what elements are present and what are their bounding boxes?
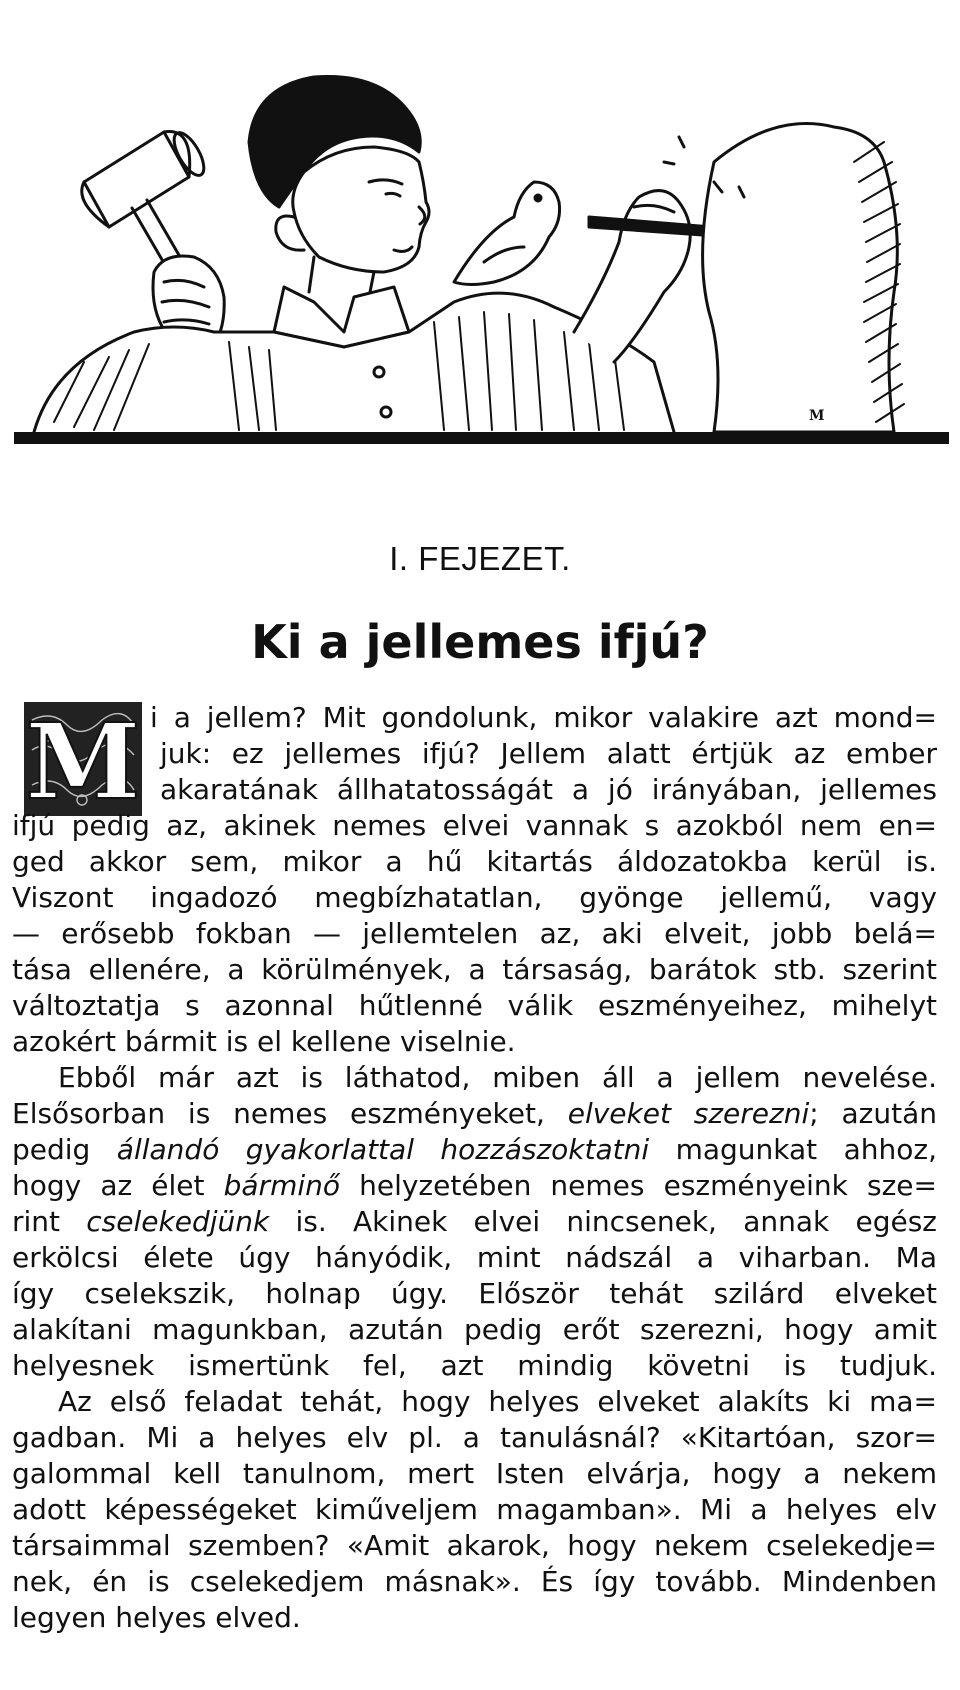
- drop-cap-ornament: [22, 700, 144, 818]
- text-line: változtatja s azonnal hűtlenné válik eszményeihez, mihelyt: [12, 989, 937, 1022]
- text-line: [12, 1132, 937, 1168]
- text-line: [12, 1096, 937, 1132]
- text-line: így cselekszik, holnap úgy. Először tehát szilárd elveket: [12, 1277, 937, 1310]
- text-run: Elsősorban is nemes eszményeket,: [12, 1097, 568, 1130]
- text-run: magunkat ahhoz,: [649, 1133, 937, 1166]
- emphasis-text: bárminő: [223, 1169, 340, 1202]
- text-line: Az első feladat tehát, hogy helyes elveket alakíts ki ma=: [58, 1385, 937, 1418]
- text-line: legyen helyes elved.: [12, 1601, 301, 1634]
- text-line: [12, 1204, 937, 1240]
- text-line: azokért bármit is el kellene viselnie.: [12, 1025, 516, 1058]
- text-line: adott képességeket kiműveljem magamban». Mi a helyes elv: [12, 1493, 937, 1526]
- text-line: — erősebb fokban — jellemtelen az, aki elveit, jobb belá=: [12, 917, 937, 950]
- sculptor-illustration: [14, 32, 949, 462]
- text-line: erkölcsi élete úgy hányódik, mint nádszál a viharban. Ma: [12, 1241, 937, 1274]
- text-line: juk: ez jellemes ifjú? Jellem alatt értjük az ember: [160, 737, 937, 770]
- text-line: Ebből már azt is láthatod, miben áll a jellem nevelése.: [58, 1061, 937, 1094]
- text-line: galommal kell tanulnom, mert Isten elvárja, hogy a nekem: [12, 1457, 937, 1490]
- text-line: gadban. Mi a helyes elv pl. a tanulásnál? «Kitartóan, szor=: [12, 1421, 937, 1454]
- text-run: helyzetében nemes eszményeink sze=: [340, 1169, 937, 1202]
- text-line: ifjú pedig az, akinek nemes elvei vannak s azokból nem en=: [12, 809, 937, 842]
- chapter-title: Ki a jellemes ifjú?: [251, 615, 709, 669]
- text-line: tása ellenére, a körülmények, a társaság, barátok stb. szerint: [12, 953, 937, 986]
- text-run: is. Akinek elvei nincsenek, annak egész: [269, 1205, 937, 1238]
- text-run: hogy az élet: [12, 1169, 224, 1202]
- emphasis-text: elveket szerezni: [567, 1097, 810, 1130]
- text-run: ; azután: [809, 1097, 937, 1130]
- text-line: alakítani magunkban, azután pedig erőt szerezni, hogy amit: [12, 1313, 937, 1346]
- emphasis-text: cselekedjünk: [86, 1205, 270, 1238]
- text-line: helyesnek ismertünk fel, azt mindig követni is tudjuk.: [12, 1349, 937, 1382]
- text-line: Viszont ingadozó megbízhatatlan, gyönge jellemű, vagy: [12, 881, 937, 914]
- text-line: társaimmal szemben? «Amit akarok, hogy nekem cselekedje=: [12, 1529, 937, 1562]
- text-line: nek, én is cselekedjem másnak». És így tovább. Mindenben: [12, 1565, 937, 1598]
- drop-cap-letter: M: [25, 700, 141, 818]
- text-run: pedig: [12, 1133, 117, 1166]
- text-run: rint: [12, 1205, 87, 1238]
- text-line: i a jellem? Mit gondolunk, mikor valakire azt mond=: [150, 701, 937, 734]
- text-line: [12, 1168, 937, 1204]
- illustration-signature: M: [809, 408, 825, 424]
- emphasis-text: állandó gyakorlattal hozzászoktatni: [116, 1133, 650, 1166]
- text-line: ged akkor sem, mikor a hű kitartás áldozatokba kerül is.: [12, 845, 937, 878]
- chapter-heading: I. FEJEZET.: [389, 540, 571, 577]
- text-line: akaratának állhatatosságát a jó irányában, jellemes: [160, 773, 937, 806]
